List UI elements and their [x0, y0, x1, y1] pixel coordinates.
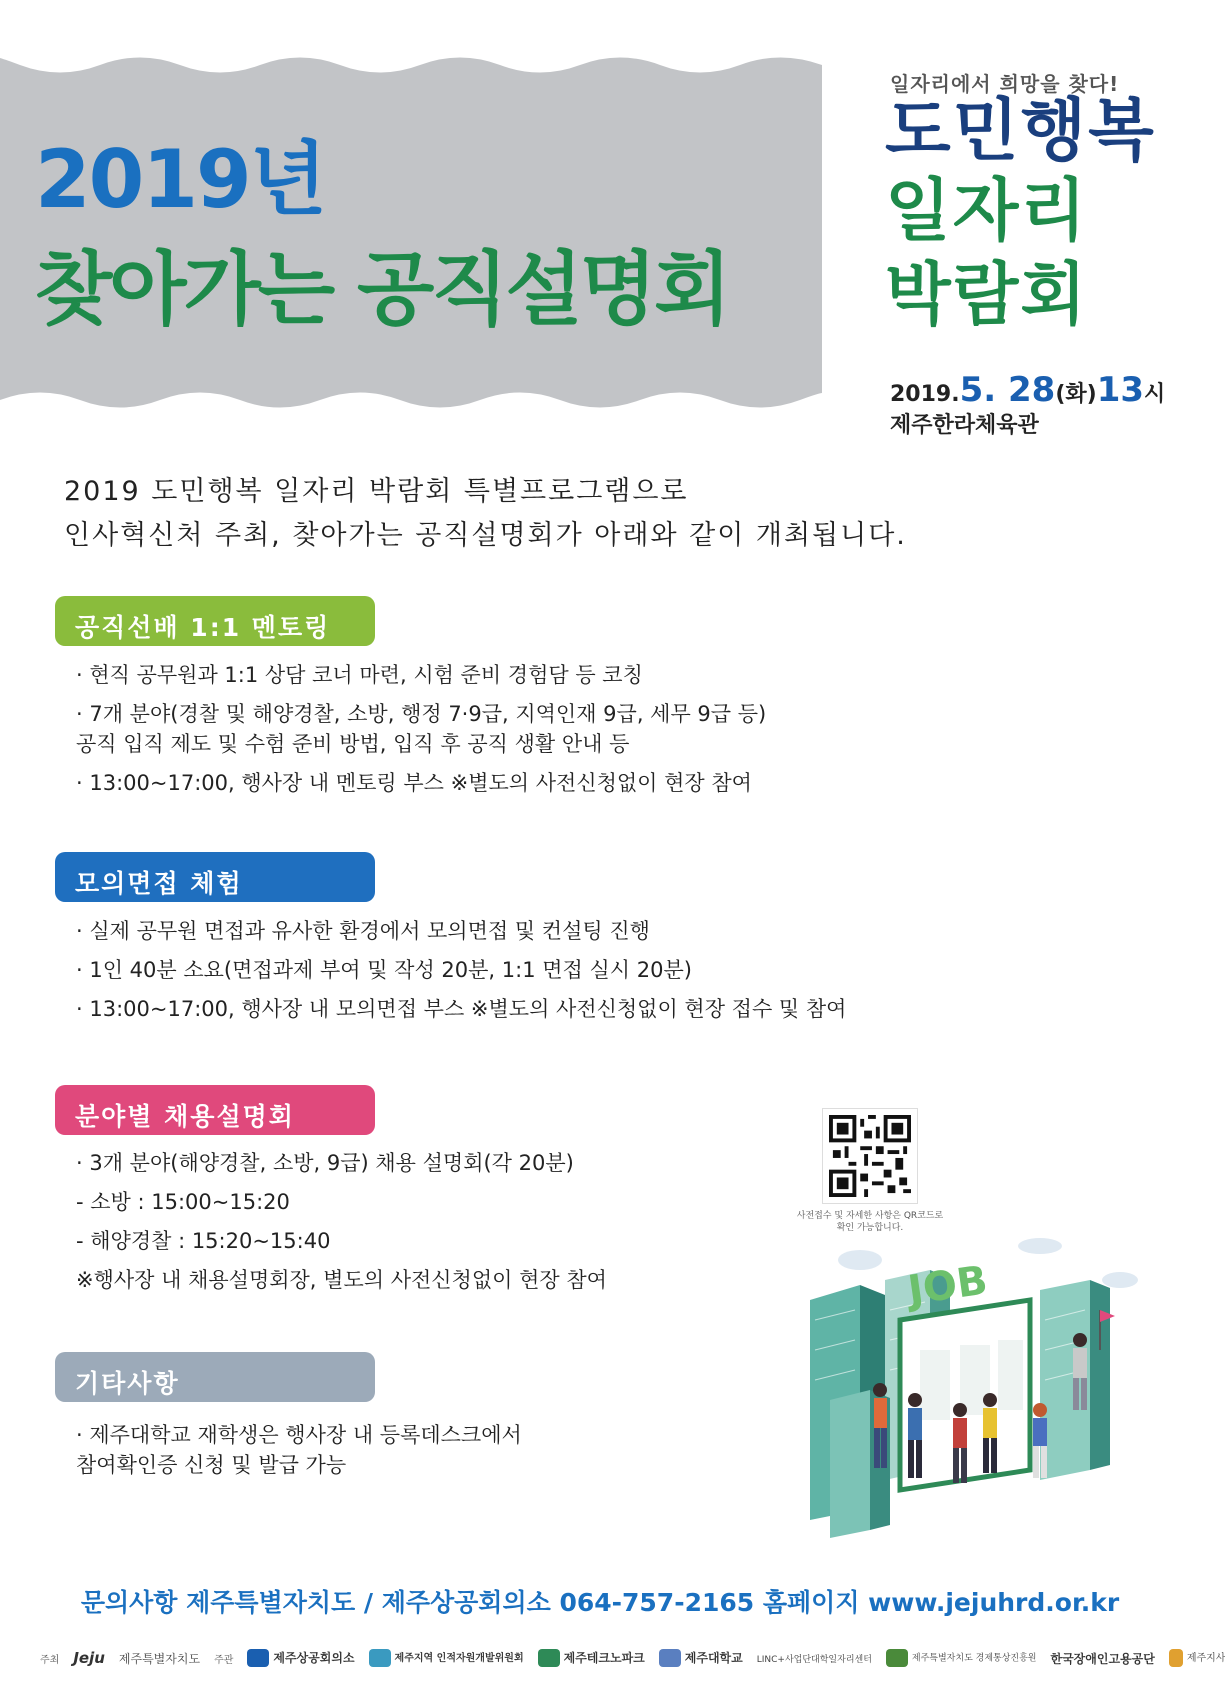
- hero-banner: [0, 0, 822, 445]
- jtp-logo-icon: [538, 1649, 560, 1667]
- section-list-mentoring: [76, 660, 766, 807]
- section-list-interview: [76, 916, 846, 1033]
- host-name: 제주특별자치도: [118, 1651, 201, 1666]
- hrd-logo-icon: [369, 1649, 391, 1667]
- sponsor-org: LINC+사업단대학일자리센터: [756, 1654, 872, 1665]
- job-sign: JOB: [905, 1257, 991, 1315]
- sponsor-org: 제주지사: [1169, 1649, 1225, 1667]
- fair-tagline: 일자리에서 희망을 찾다!: [890, 72, 1120, 96]
- sponsor-org: 한국장애인고용공단: [1050, 1651, 1155, 1666]
- section-list-etc: [76, 1420, 522, 1489]
- sponsor-org: 제주지역 인적자원개발위원회: [369, 1649, 524, 1667]
- fair-title-line2: 일자리: [885, 172, 1089, 251]
- list-item: ※행사장 내 채용설명회장, 별도의 사전신청없이 현장 참여: [76, 1268, 607, 1292]
- organizer-label: 주관: [214, 1654, 234, 1666]
- section-heading-etc: 기타사항: [55, 1352, 375, 1402]
- job-illustration: [790, 1240, 1150, 1544]
- fair-title-line3: 박람회: [885, 256, 1089, 335]
- city-job-illustration: [790, 1240, 1150, 1540]
- list-item: · 3개 분야(해양경찰, 소방, 9급) 채용 설명회(각 20분): [76, 1148, 607, 1178]
- date-hour-unit: 시: [1144, 382, 1166, 407]
- list-item: - 해양경찰 : 15:20~15:40: [76, 1229, 331, 1253]
- qr-caption: 사전접수 및 자세한 사항은 QR코드로 확인 가능합니다.: [796, 1211, 944, 1233]
- intro-line2: 인사혁신처 주최, 찾아가는 공직설명회가 아래와 같이 개최됩니다.: [64, 520, 907, 551]
- sponsor-org: 제주대학교: [659, 1649, 743, 1668]
- host-label: 주최: [40, 1654, 60, 1666]
- list-item: · 7개 분야(경찰 및 해양경찰, 소방, 행정 7·9급, 지역인재 9급, 세무 9급 등) 공직 입직 제도 및 수험 준비 방법, 입직 후 공직 생활 안내 등: [76, 699, 766, 759]
- list-item: · 1인 40분 소요(면접과제 부여 및 작성 20분, 1:1 면접 실시 20분): [76, 955, 846, 985]
- intro-line1: 2019 도민행복 일자리 박람회 특별프로그램으로: [64, 476, 689, 507]
- sponsor-bar: [40, 1640, 1225, 1676]
- list-item: · 실제 공무원 면접과 유사한 환경에서 모의면접 및 컨설팅 진행: [76, 916, 846, 946]
- fair-date: [890, 370, 1165, 410]
- qr-icon: [829, 1115, 911, 1197]
- intro-text: [64, 470, 907, 558]
- sponsor-org: 제주테크노파크: [538, 1649, 645, 1668]
- section-heading-interview: 모의면접 체험: [55, 852, 375, 902]
- contact-info: 문의사항 제주특별자치도 / 제주상공회의소 064-757-2165 홈페이지 www.jejuhrd.or.kr: [80, 1588, 1120, 1617]
- list-item: · 13:00~17:00, 행사장 내 멘토링 부스 ※별도의 사전신청없이 현장 참여: [76, 768, 766, 798]
- date-month-day: 5. 28: [959, 370, 1056, 410]
- fair-venue: 제주한라체육관: [890, 413, 1039, 438]
- fair-title-line1: 도민행복: [885, 92, 1156, 171]
- kead-logo-icon: [1169, 1649, 1183, 1667]
- sponsor-org: 제주상공회의소: [247, 1649, 354, 1668]
- year-title: 2019년: [35, 133, 325, 226]
- list-item: · 13:00~17:00, 행사장 내 모의면접 부스 ※별도의 사전신청없이 현장 접수 및 참여: [76, 994, 846, 1024]
- section-heading-recruit: 분야별 채용설명회: [55, 1085, 375, 1135]
- jeju-logo: Jeju: [73, 1649, 105, 1667]
- list-item: - 소방 : 15:00~15:20: [76, 1190, 290, 1214]
- sponsor-org: 제주특별자치도 경제통상진흥원: [886, 1649, 1037, 1667]
- list-item: · 현직 공무원과 1:1 상담 코너 마련, 시험 준비 경험담 등 코칭: [76, 660, 766, 690]
- date-hour: 13: [1096, 370, 1145, 410]
- main-title: 찾아가는 공직설명회: [35, 243, 729, 336]
- qr-code[interactable]: [822, 1108, 918, 1204]
- section-heading-mentoring: 공직선배 1:1 멘토링: [55, 596, 375, 646]
- jnu-logo-icon: [659, 1649, 681, 1667]
- list-item: · 제주대학교 재학생은 행사장 내 등록데스크에서 참여확인증 신청 및 발급 가능: [76, 1420, 522, 1480]
- jba-logo-icon: [886, 1649, 908, 1667]
- date-prefix: 2019.: [890, 382, 960, 407]
- chamber-logo-icon: [247, 1649, 269, 1667]
- date-weekday: (화): [1055, 382, 1097, 407]
- section-list-recruit: [76, 1148, 607, 1304]
